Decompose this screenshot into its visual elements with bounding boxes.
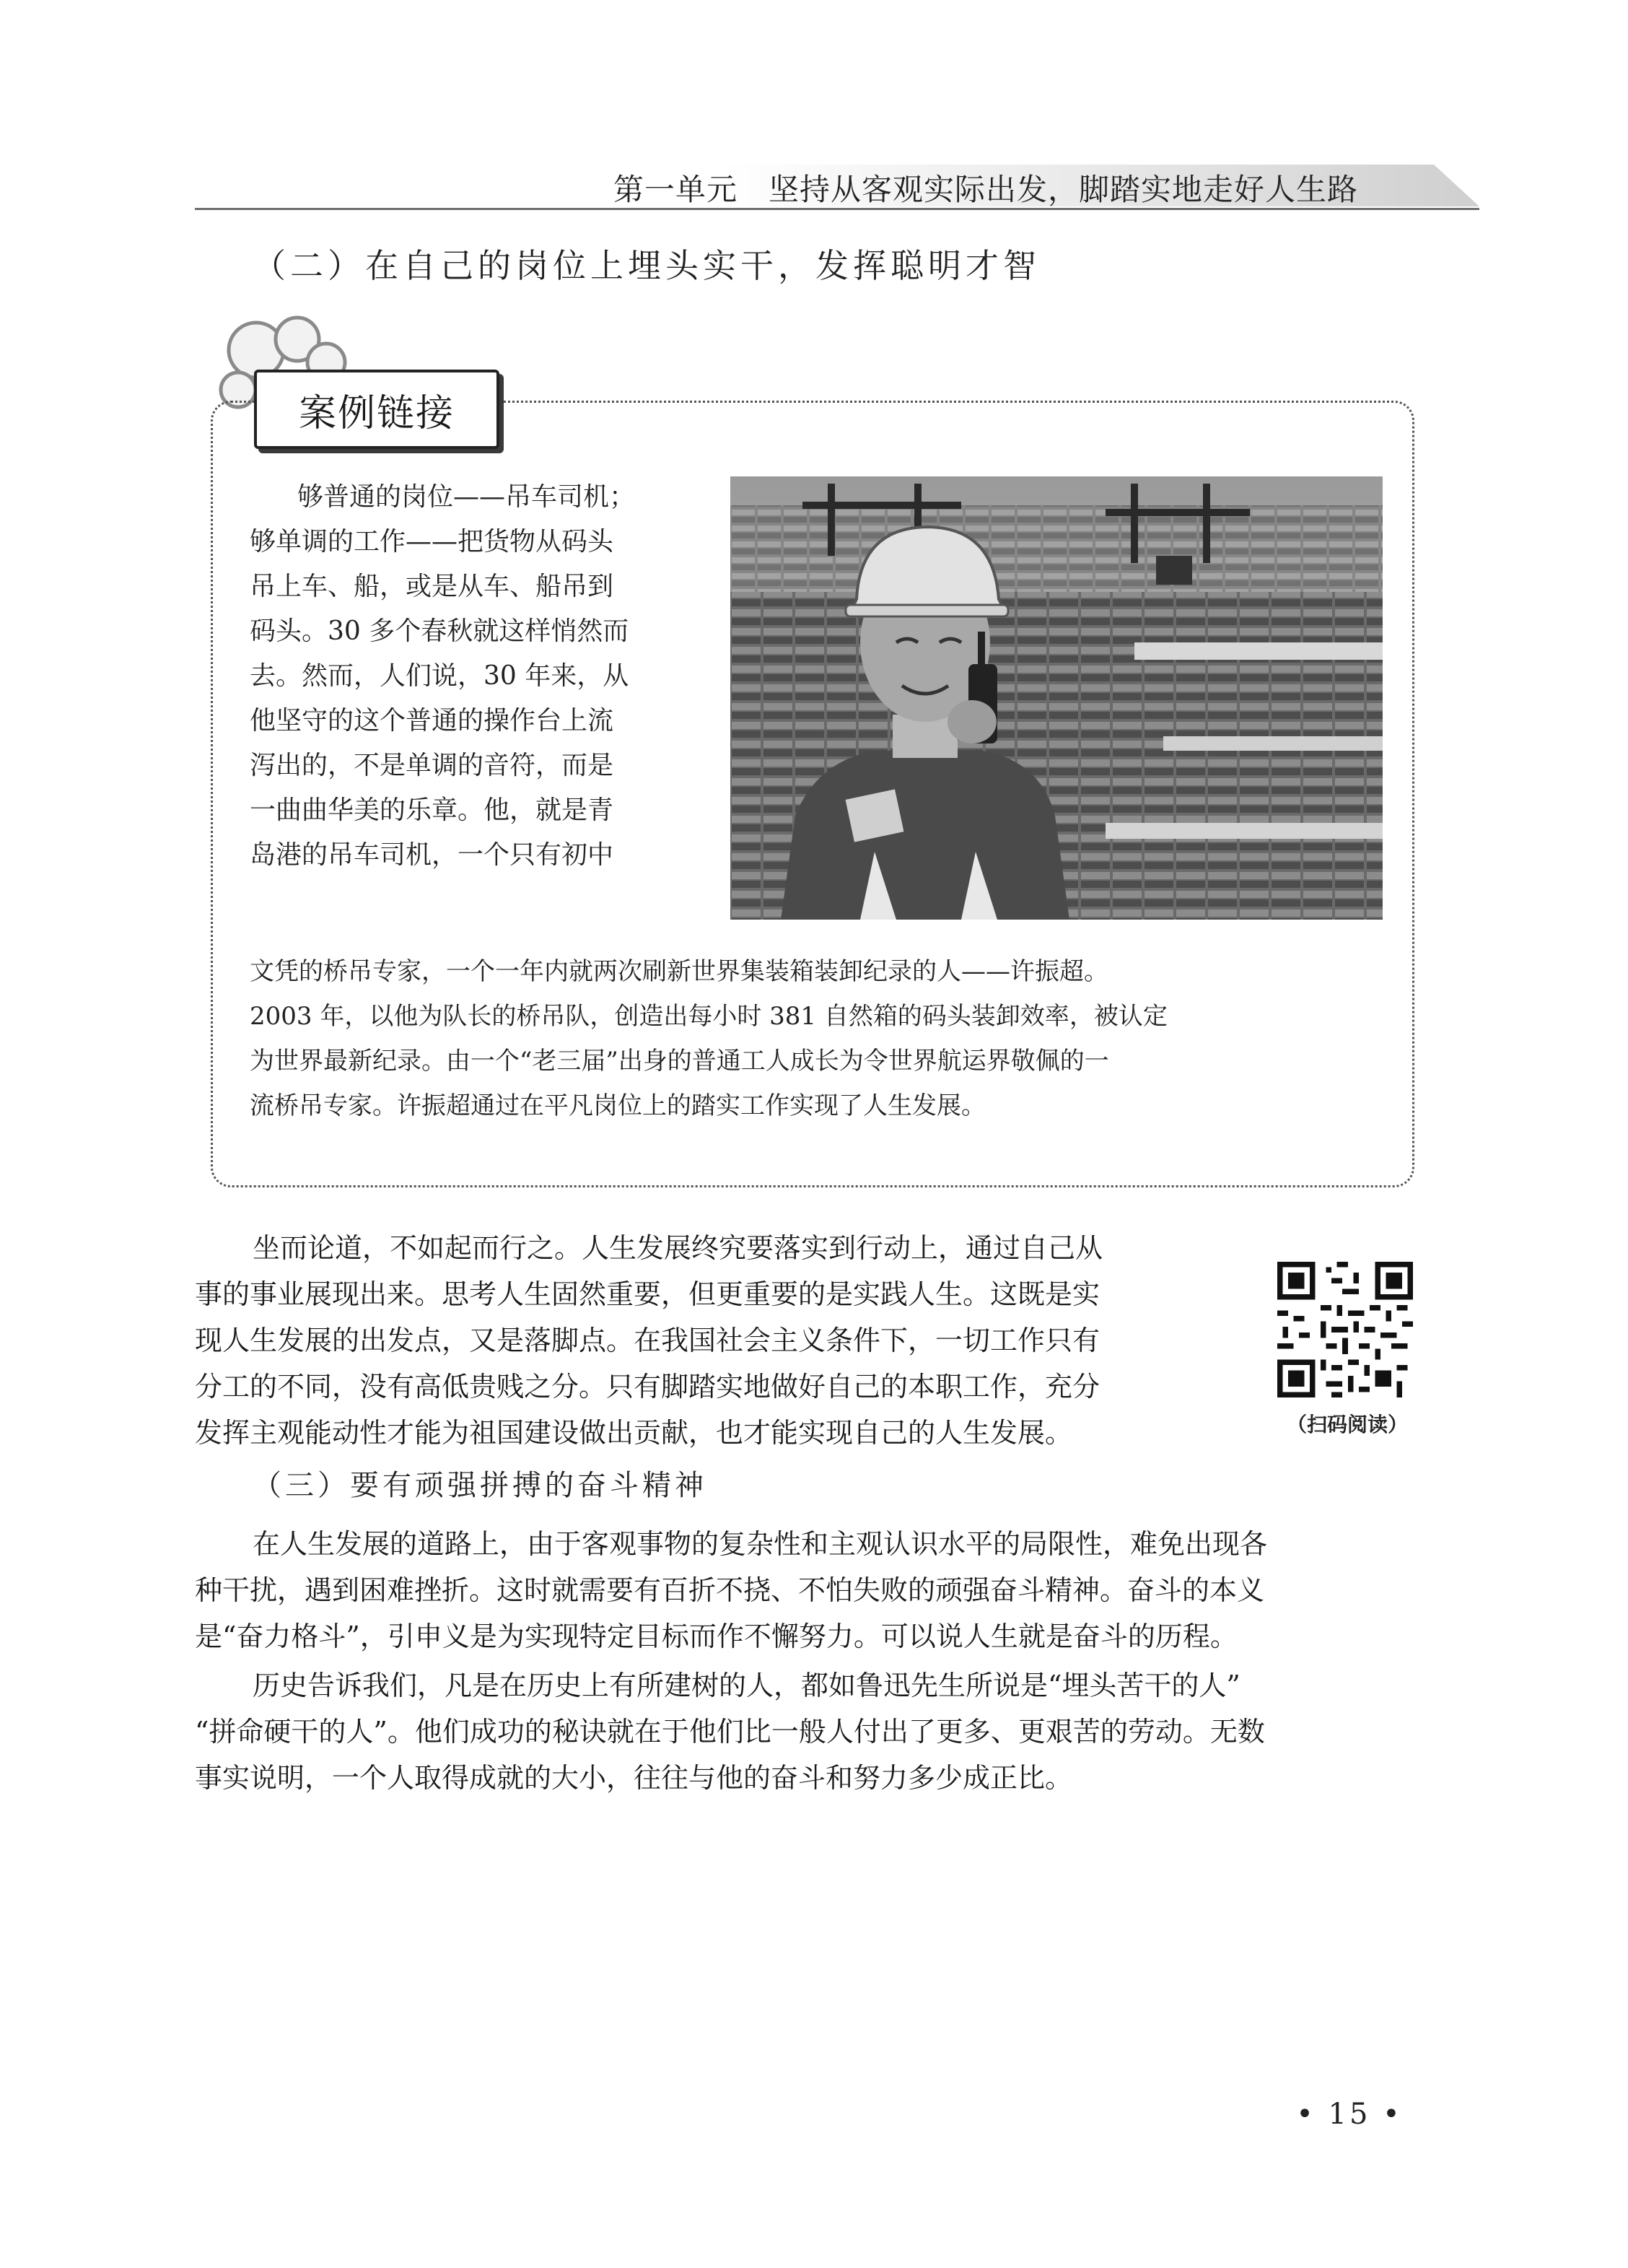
case-line: 够单调的工作——把货物从码头: [250, 527, 614, 557]
case-line: 流桥吊专家。许振超通过在平凡岗位上的踏实工作实现了人生发展。: [250, 1091, 986, 1120]
case-line: 去。然而，人们说，30 年来，从: [250, 661, 629, 691]
paragraph-line: 事的事业展现出来。思考人生固然重要，但更重要的是实践人生。这既是实: [195, 1278, 1100, 1310]
qr-caption: （扫码阅读）: [1286, 1413, 1408, 1436]
header-title: 第一单元 坚持从客观实际出发，脚踏实地走好人生路: [613, 172, 1359, 207]
paragraph-line: 是“奋力格斗”，引申义是为实现特定目标而作不懈努力。可以说人生就是奋斗的历程。: [195, 1621, 1238, 1652]
case-line: 文凭的桥吊专家，一个一年内就两次刷新世界集装箱装卸纪录的人——许振超。: [250, 957, 1108, 986]
section-3-heading: （三）要有顽强拼搏的奋斗精神: [253, 1469, 707, 1502]
case-line: 吊上车、船，或是从车、船吊到: [250, 572, 614, 601]
case-line: 他坚守的这个普通的操作台上流: [250, 706, 614, 736]
paragraph-line: 历史告诉我们，凡是在历史上有所建树的人，都如鲁迅先生所说是“埋头苦干的人”: [253, 1670, 1240, 1701]
paragraph-line: 坐而论道，不如起而行之。人生发展终究要落实到行动上，通过自己从: [253, 1232, 1103, 1264]
paragraph-line: 在人生发展的道路上，由于客观事物的复杂性和主观认识水平的局限性，难免出现各: [253, 1528, 1268, 1560]
paragraph-line: 事实说明，一个人取得成就的大小，往往与他的奋斗和努力多少成正比。: [195, 1762, 1073, 1794]
case-line: 码头。30 多个春秋就这样悄然而: [250, 616, 629, 646]
paragraph-line: 种干扰，遇到困难挫折。这时就需要有百折不挠、不怕失败的顽强奋斗精神。奋斗的本义: [195, 1574, 1265, 1606]
paragraph-line: 现人生发展的出发点，又是落脚点。在我国社会主义条件下，一切工作只有: [195, 1325, 1100, 1356]
section-2-heading: （二）在自己的岗位上埋头实干，发挥聪明才智: [253, 246, 1041, 285]
case-line: 一曲曲华美的乐章。他，就是青: [250, 795, 614, 825]
paragraph-line: “拼命硬干的人”。他们成功的秘诀就在于他们比一般人付出了更多、更艰苦的劳动。无数: [195, 1716, 1265, 1748]
case-line: 为世界最新纪录。由一个“老三届”出身的普通工人成长为令世界航运界敬佩的一: [250, 1047, 1109, 1076]
case-line: 2003 年，以他为队长的桥吊队，创造出每小时 381 自然箱的码头装卸效率，被认定: [250, 1002, 1168, 1031]
port-worker-illustration: [730, 476, 1383, 920]
paragraph-line: 分工的不同，没有高低贵贱之分。只有脚踏实地做好自己的本职工作，充分: [195, 1371, 1100, 1403]
case-line: 泻出的，不是单调的音符，而是: [250, 751, 614, 780]
case-study-label: 案例链接: [254, 370, 499, 449]
case-line: 够普通的岗位——吊车司机；: [297, 482, 636, 512]
running-header: [195, 157, 1479, 210]
page-number: • 15 •: [1296, 2098, 1403, 2131]
case-photo: [730, 476, 1383, 920]
qr-code[interactable]: [1277, 1262, 1413, 1397]
paragraph-line: 发挥主观能动性才能为祖国建设做出贡献，也才能实现自己的人生发展。: [195, 1417, 1073, 1449]
case-line: 岛港的吊车司机，一个只有初中: [250, 840, 614, 870]
